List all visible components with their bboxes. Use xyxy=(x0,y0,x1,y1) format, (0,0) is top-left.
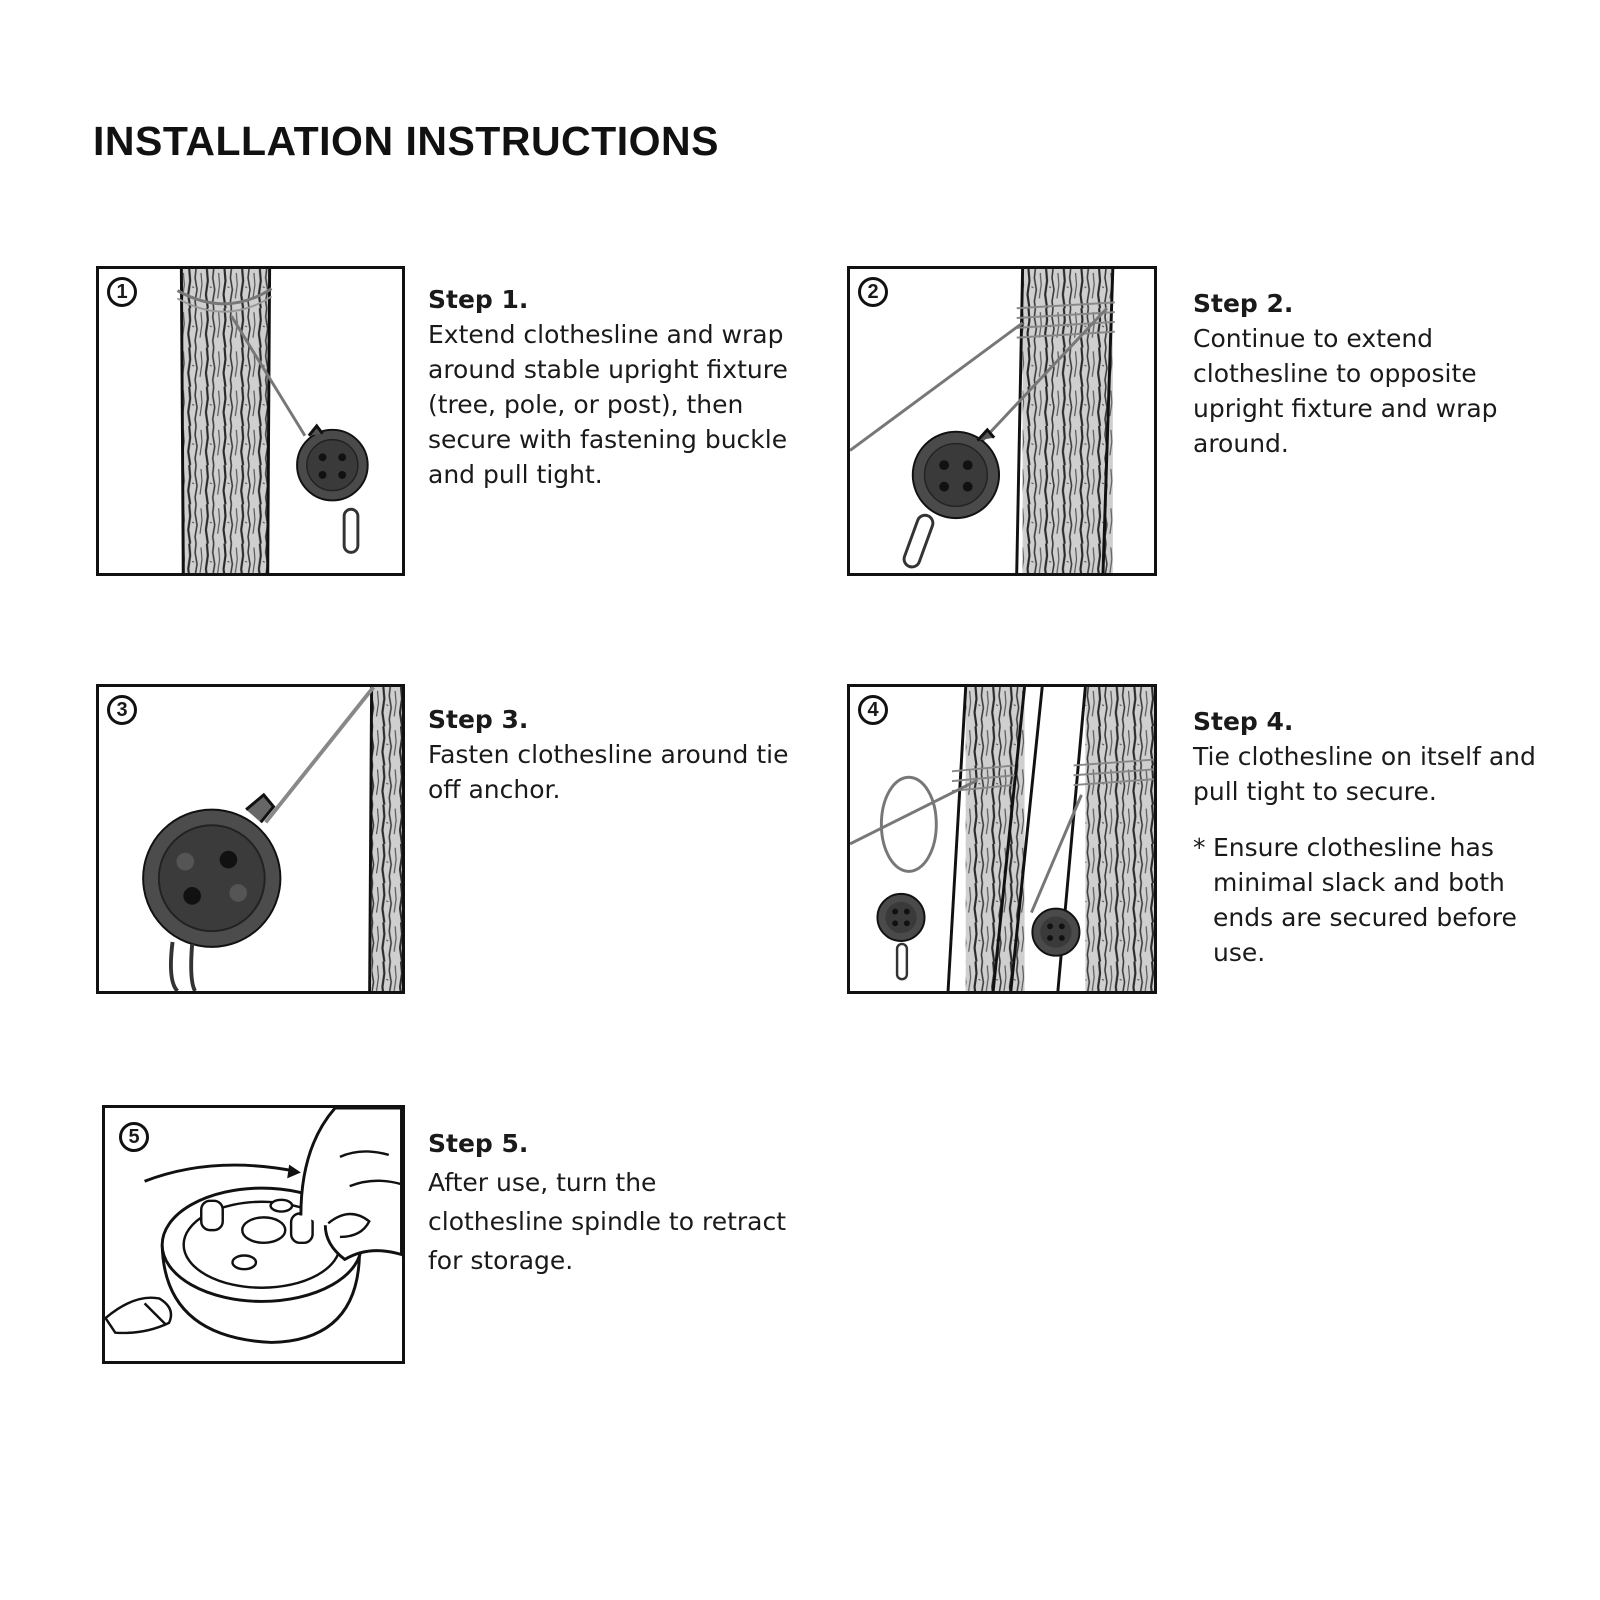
step-4-note-text: Ensure clothesline has minimal slack and both ends are secured before use. xyxy=(1213,833,1517,967)
step-1-body: Extend clothesline and wrap around stable upright fixture (tree, pole, or post), then secure with fastening buckle and pull tight. xyxy=(428,320,788,489)
step-2-body: Continue to extend clothesline to opposite upright fixture and wrap around. xyxy=(1193,324,1498,458)
step-5-heading: Step 5. xyxy=(428,1129,529,1158)
tree-clothesline-illustration-2 xyxy=(850,269,1154,573)
step-5-illustration xyxy=(102,1105,405,1364)
step-5-body: After use, turn the clothesline spindle to retract for storage. xyxy=(428,1168,787,1275)
step-1-illustration xyxy=(96,266,405,576)
step-3-number-badge: 3 xyxy=(107,695,137,725)
step-1-text xyxy=(428,282,798,492)
step-2-text xyxy=(1193,286,1563,461)
step-2-heading: Step 2. xyxy=(1193,289,1294,318)
tree-clothesline-illustration-1 xyxy=(99,269,402,573)
step-4-note xyxy=(1193,830,1568,970)
step-4-illustration xyxy=(847,684,1157,994)
tie-off-anchor-illustration xyxy=(99,687,402,991)
step-3-text xyxy=(428,702,798,807)
spindle-retract-illustration xyxy=(105,1108,402,1361)
two-trees-secured-illustration xyxy=(850,687,1154,991)
step-3-body: Fasten clothesline around tie off anchor. xyxy=(428,740,789,804)
step-5-number-badge: 5 xyxy=(119,1122,149,1152)
page-title: INSTALLATION INSTRUCTIONS xyxy=(93,118,719,164)
step-1-heading: Step 1. xyxy=(428,285,529,314)
note-asterisk: * xyxy=(1193,833,1206,862)
step-4-body: Tie clothesline on itself and pull tight to secure. xyxy=(1193,742,1536,806)
step-1-number-badge: 1 xyxy=(107,277,137,307)
step-2-number-badge: 2 xyxy=(858,277,888,307)
step-3-illustration xyxy=(96,684,405,994)
step-4-text xyxy=(1193,704,1568,970)
step-4-number-badge: 4 xyxy=(858,695,888,725)
step-3-heading: Step 3. xyxy=(428,705,529,734)
step-4-heading: Step 4. xyxy=(1193,707,1294,736)
step-5-text xyxy=(428,1124,798,1280)
step-2-illustration xyxy=(847,266,1157,576)
